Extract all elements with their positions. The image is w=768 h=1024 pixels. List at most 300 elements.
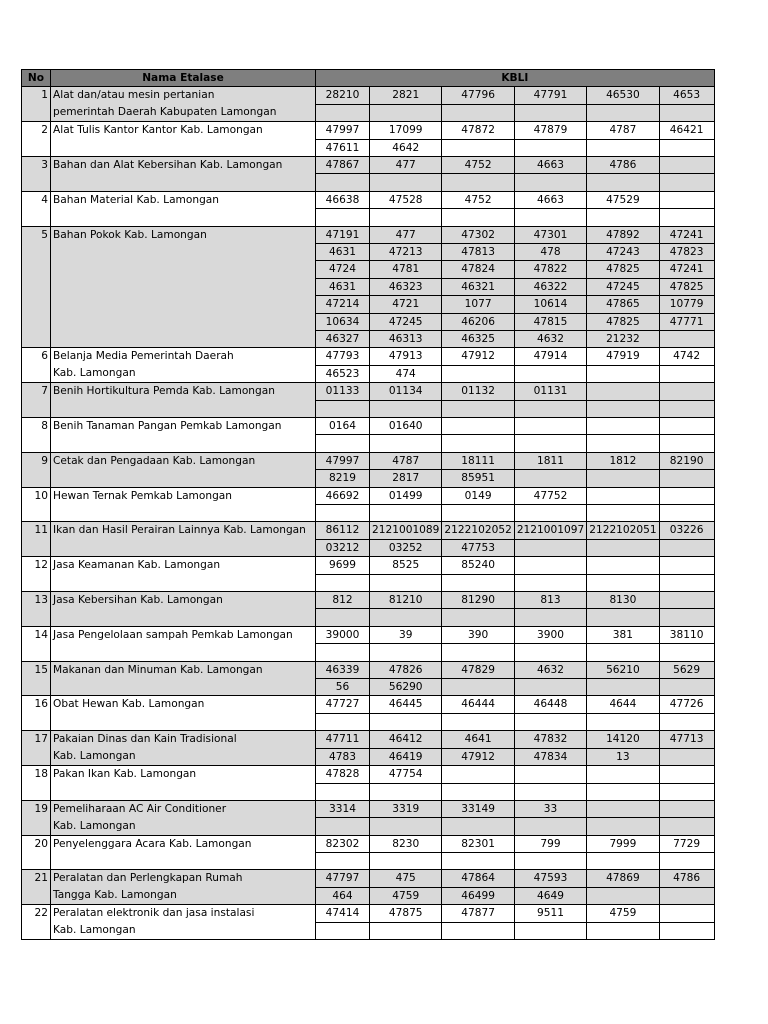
kbli-cell bbox=[659, 435, 714, 452]
kbli-cell bbox=[659, 905, 714, 922]
kbli-cell: 86112 bbox=[316, 522, 370, 539]
kbli-cell bbox=[514, 139, 586, 156]
kbli-cell bbox=[659, 609, 714, 626]
kbli-cell: 47302 bbox=[442, 226, 514, 243]
kbli-cell: 46313 bbox=[370, 331, 442, 348]
kbli-cell bbox=[659, 487, 714, 504]
nama-etalase-cell: Peralatan dan Perlengkapan Rumah bbox=[51, 870, 316, 887]
table-row bbox=[22, 557, 715, 574]
kbli-cell bbox=[587, 853, 659, 870]
kbli-cell bbox=[659, 713, 714, 730]
header-kbli: KBLI bbox=[316, 70, 715, 87]
kbli-cell bbox=[442, 644, 514, 661]
kbli-cell bbox=[659, 644, 714, 661]
table-row bbox=[22, 748, 715, 765]
kbli-cell bbox=[442, 679, 514, 696]
kbli-cell: 46322 bbox=[514, 278, 586, 295]
row-number: 6 bbox=[22, 348, 51, 365]
table-row bbox=[22, 174, 715, 191]
kbli-cell bbox=[514, 609, 586, 626]
row-number: 7 bbox=[22, 383, 51, 400]
kbli-cell bbox=[659, 800, 714, 817]
kbli-cell: 2122102051 bbox=[587, 522, 659, 539]
kbli-cell: 464 bbox=[316, 887, 370, 904]
kbli-cell: 4759 bbox=[587, 905, 659, 922]
table-row bbox=[22, 713, 715, 730]
kbli-cell bbox=[659, 365, 714, 382]
kbli-cell: 47823 bbox=[659, 244, 714, 261]
nama-etalase-cell: Hewan Ternak Pemkab Lamongan bbox=[51, 487, 316, 504]
row-number bbox=[22, 922, 51, 939]
kbli-cell bbox=[370, 435, 442, 452]
kbli-cell bbox=[587, 574, 659, 591]
kbli-cell bbox=[659, 400, 714, 417]
kbli-cell: 85951 bbox=[442, 470, 514, 487]
table-row bbox=[22, 452, 715, 469]
kbli-cell bbox=[587, 435, 659, 452]
kbli-cell bbox=[316, 104, 370, 121]
kbli-cell bbox=[514, 418, 586, 435]
kbli-cell: 2122102052 bbox=[442, 522, 514, 539]
kbli-cell: 4786 bbox=[587, 157, 659, 174]
nama-etalase-cell bbox=[51, 505, 316, 522]
kbli-cell: 47832 bbox=[514, 731, 586, 748]
nama-etalase-cell bbox=[51, 261, 316, 278]
kbli-cell: 4742 bbox=[659, 348, 714, 365]
kbli-cell: 46206 bbox=[442, 313, 514, 330]
row-number bbox=[22, 209, 51, 226]
kbli-cell: 46323 bbox=[370, 278, 442, 295]
kbli-cell bbox=[370, 400, 442, 417]
kbli-cell: 47912 bbox=[442, 748, 514, 765]
nama-etalase-cell: Jasa Kebersihan Kab. Lamongan bbox=[51, 592, 316, 609]
kbli-cell bbox=[442, 505, 514, 522]
kbli-cell: 47191 bbox=[316, 226, 370, 243]
row-number: 18 bbox=[22, 766, 51, 783]
kbli-cell: 46445 bbox=[370, 696, 442, 713]
nama-etalase-cell: Kab. Lamongan bbox=[51, 922, 316, 939]
nama-etalase-cell bbox=[51, 139, 316, 156]
kbli-cell bbox=[370, 574, 442, 591]
kbli-cell bbox=[316, 713, 370, 730]
nama-etalase-cell: Obat Hewan Kab. Lamongan bbox=[51, 696, 316, 713]
kbli-cell bbox=[514, 209, 586, 226]
table-body bbox=[22, 87, 715, 940]
header-row bbox=[22, 70, 715, 87]
kbli-cell: 47913 bbox=[370, 348, 442, 365]
nama-etalase-cell: Alat Tulis Kantor Kantor Kab. Lamongan bbox=[51, 122, 316, 139]
kbli-cell: 4752 bbox=[442, 157, 514, 174]
kbli-cell: 47214 bbox=[316, 296, 370, 313]
kbli-cell: 46448 bbox=[514, 696, 586, 713]
kbli-cell: 47796 bbox=[442, 87, 514, 104]
kbli-cell bbox=[587, 609, 659, 626]
row-number: 22 bbox=[22, 905, 51, 922]
kbli-cell bbox=[587, 818, 659, 835]
kbli-cell: 47824 bbox=[442, 261, 514, 278]
table-row bbox=[22, 835, 715, 852]
kbli-cell bbox=[659, 592, 714, 609]
kbli-cell: 01134 bbox=[370, 383, 442, 400]
kbli-cell: 47825 bbox=[659, 278, 714, 295]
row-number bbox=[22, 278, 51, 295]
kbli-cell: 4663 bbox=[514, 157, 586, 174]
kbli-cell bbox=[514, 470, 586, 487]
kbli-cell: 38110 bbox=[659, 626, 714, 643]
table-row bbox=[22, 244, 715, 261]
kbli-cell bbox=[587, 418, 659, 435]
kbli-cell bbox=[514, 104, 586, 121]
kbli-cell bbox=[659, 922, 714, 939]
nama-etalase-cell bbox=[51, 574, 316, 591]
kbli-cell: 474 bbox=[370, 365, 442, 382]
kbli-cell: 03212 bbox=[316, 539, 370, 556]
row-number bbox=[22, 679, 51, 696]
kbli-cell: 4787 bbox=[370, 452, 442, 469]
row-number bbox=[22, 574, 51, 591]
kbli-cell: 4786 bbox=[659, 870, 714, 887]
kbli-cell: 8230 bbox=[370, 835, 442, 852]
row-number bbox=[22, 505, 51, 522]
kbli-cell: 33149 bbox=[442, 800, 514, 817]
kbli-cell bbox=[442, 818, 514, 835]
nama-etalase-cell bbox=[51, 209, 316, 226]
kbli-cell bbox=[659, 191, 714, 208]
row-number bbox=[22, 644, 51, 661]
row-number: 13 bbox=[22, 592, 51, 609]
table-row bbox=[22, 209, 715, 226]
kbli-cell: 46638 bbox=[316, 191, 370, 208]
kbli-cell bbox=[659, 470, 714, 487]
table-row bbox=[22, 800, 715, 817]
row-number: 16 bbox=[22, 696, 51, 713]
kbli-cell bbox=[587, 713, 659, 730]
row-number bbox=[22, 365, 51, 382]
kbli-cell: 47872 bbox=[442, 122, 514, 139]
kbli-cell: 01499 bbox=[370, 487, 442, 504]
kbli-cell: 5629 bbox=[659, 661, 714, 678]
table-row bbox=[22, 870, 715, 887]
kbli-cell bbox=[659, 209, 714, 226]
kbli-cell bbox=[514, 539, 586, 556]
kbli-cell: 1077 bbox=[442, 296, 514, 313]
kbli-cell bbox=[370, 853, 442, 870]
kbli-cell: 18111 bbox=[442, 452, 514, 469]
nama-etalase-cell: Benih Hortikultura Pemda Kab. Lamongan bbox=[51, 383, 316, 400]
kbli-cell bbox=[370, 209, 442, 226]
kbli-cell: 46419 bbox=[370, 748, 442, 765]
kbli-cell: 47829 bbox=[442, 661, 514, 678]
kbli-cell: 47825 bbox=[587, 313, 659, 330]
kbli-cell bbox=[442, 139, 514, 156]
kbli-cell: 4649 bbox=[514, 887, 586, 904]
kbli-cell: 813 bbox=[514, 592, 586, 609]
kbli-cell: 47611 bbox=[316, 139, 370, 156]
nama-etalase-cell bbox=[51, 244, 316, 261]
kbli-cell: 8525 bbox=[370, 557, 442, 574]
kbli-cell bbox=[316, 400, 370, 417]
kbli-cell bbox=[316, 505, 370, 522]
kbli-cell bbox=[659, 574, 714, 591]
kbli-cell: 47865 bbox=[587, 296, 659, 313]
kbli-cell: 7729 bbox=[659, 835, 714, 852]
kbli-cell: 10614 bbox=[514, 296, 586, 313]
table-row bbox=[22, 818, 715, 835]
kbli-cell: 47912 bbox=[442, 348, 514, 365]
row-number bbox=[22, 331, 51, 348]
nama-etalase-cell bbox=[51, 783, 316, 800]
kbli-cell: 475 bbox=[370, 870, 442, 887]
kbli-cell: 56290 bbox=[370, 679, 442, 696]
kbli-cell: 47726 bbox=[659, 696, 714, 713]
kbli-cell: 390 bbox=[442, 626, 514, 643]
kbli-cell bbox=[659, 557, 714, 574]
kbli-cell: 8130 bbox=[587, 592, 659, 609]
kbli-cell: 4641 bbox=[442, 731, 514, 748]
kbli-cell bbox=[316, 574, 370, 591]
kbli-cell: 47241 bbox=[659, 226, 714, 243]
kbli-cell: 46530 bbox=[587, 87, 659, 104]
table-row bbox=[22, 226, 715, 243]
kbli-cell bbox=[316, 818, 370, 835]
nama-etalase-cell: Belanja Media Pemerintah Daerah bbox=[51, 348, 316, 365]
row-number bbox=[22, 104, 51, 121]
table-row bbox=[22, 400, 715, 417]
kbli-cell bbox=[442, 209, 514, 226]
kbli-cell: 46321 bbox=[442, 278, 514, 295]
kbli-cell: 46692 bbox=[316, 487, 370, 504]
kbli-cell: 47243 bbox=[587, 244, 659, 261]
kbli-cell: 2121001089 bbox=[370, 522, 442, 539]
row-number: 5 bbox=[22, 226, 51, 243]
table-row bbox=[22, 383, 715, 400]
nama-etalase-cell: Makanan dan Minuman Kab. Lamongan bbox=[51, 661, 316, 678]
kbli-cell bbox=[514, 644, 586, 661]
kbli-cell bbox=[370, 104, 442, 121]
kbli-cell bbox=[587, 104, 659, 121]
kbli-cell bbox=[442, 713, 514, 730]
kbli-cell: 10779 bbox=[659, 296, 714, 313]
table-row bbox=[22, 922, 715, 939]
kbli-cell: 47825 bbox=[587, 261, 659, 278]
nama-etalase-cell: Cetak dan Pengadaan Kab. Lamongan bbox=[51, 452, 316, 469]
table-row bbox=[22, 609, 715, 626]
kbli-cell: 8219 bbox=[316, 470, 370, 487]
kbli-cell bbox=[587, 365, 659, 382]
kbli-cell: 1812 bbox=[587, 452, 659, 469]
kbli-cell bbox=[514, 853, 586, 870]
kbli-cell: 47879 bbox=[514, 122, 586, 139]
row-number: 11 bbox=[22, 522, 51, 539]
kbli-cell: 381 bbox=[587, 626, 659, 643]
kbli-cell: 47213 bbox=[370, 244, 442, 261]
nama-etalase-cell bbox=[51, 435, 316, 452]
row-number bbox=[22, 296, 51, 313]
table-row bbox=[22, 853, 715, 870]
row-number: 10 bbox=[22, 487, 51, 504]
kbli-cell bbox=[659, 853, 714, 870]
kbli-cell bbox=[370, 783, 442, 800]
kbli-cell bbox=[587, 887, 659, 904]
kbli-cell bbox=[587, 139, 659, 156]
table-row bbox=[22, 157, 715, 174]
kbli-cell bbox=[659, 887, 714, 904]
row-number bbox=[22, 853, 51, 870]
table-row bbox=[22, 783, 715, 800]
kbli-cell: 47826 bbox=[370, 661, 442, 678]
row-number bbox=[22, 244, 51, 261]
row-number: 3 bbox=[22, 157, 51, 174]
kbli-cell: 47713 bbox=[659, 731, 714, 748]
header-no: No bbox=[22, 70, 51, 87]
kbli-cell: 47813 bbox=[442, 244, 514, 261]
nama-etalase-cell: Benih Tanaman Pangan Pemkab Lamongan bbox=[51, 418, 316, 435]
kbli-cell: 4724 bbox=[316, 261, 370, 278]
kbli-cell: 9511 bbox=[514, 905, 586, 922]
kbli-cell: 47997 bbox=[316, 452, 370, 469]
table-row bbox=[22, 539, 715, 556]
table-row bbox=[22, 435, 715, 452]
kbli-cell: 2817 bbox=[370, 470, 442, 487]
kbli-cell: 47869 bbox=[587, 870, 659, 887]
kbli-cell bbox=[442, 766, 514, 783]
kbli-cell: 47822 bbox=[514, 261, 586, 278]
row-number: 20 bbox=[22, 835, 51, 852]
row-number: 9 bbox=[22, 452, 51, 469]
kbli-cell: 13 bbox=[587, 748, 659, 765]
kbli-cell: 2121001097 bbox=[514, 522, 586, 539]
row-number: 21 bbox=[22, 870, 51, 887]
kbli-cell bbox=[659, 818, 714, 835]
kbli-cell bbox=[316, 783, 370, 800]
kbli-cell bbox=[370, 505, 442, 522]
kbli-cell: 39000 bbox=[316, 626, 370, 643]
kbli-cell bbox=[514, 818, 586, 835]
kbli-cell bbox=[587, 679, 659, 696]
nama-etalase-cell: Kab. Lamongan bbox=[51, 365, 316, 382]
kbli-cell bbox=[442, 574, 514, 591]
kbli-cell bbox=[659, 104, 714, 121]
table-row bbox=[22, 191, 715, 208]
kbli-cell: 03252 bbox=[370, 539, 442, 556]
kbli-cell: 4632 bbox=[514, 331, 586, 348]
table-row bbox=[22, 487, 715, 504]
kbli-cell bbox=[659, 783, 714, 800]
kbli-cell: 47528 bbox=[370, 191, 442, 208]
table-row bbox=[22, 139, 715, 156]
table-row bbox=[22, 313, 715, 330]
kbli-cell bbox=[370, 818, 442, 835]
kbli-cell bbox=[587, 800, 659, 817]
kbli-cell bbox=[514, 574, 586, 591]
kbli-cell bbox=[370, 174, 442, 191]
kbli-cell: 47919 bbox=[587, 348, 659, 365]
kbli-cell bbox=[659, 679, 714, 696]
kbli-cell bbox=[316, 922, 370, 939]
row-number bbox=[22, 748, 51, 765]
kbli-cell bbox=[659, 505, 714, 522]
kbli-cell: 47828 bbox=[316, 766, 370, 783]
kbli-cell: 47864 bbox=[442, 870, 514, 887]
nama-etalase-cell: Pakan Ikan Kab. Lamongan bbox=[51, 766, 316, 783]
kbli-cell bbox=[659, 418, 714, 435]
kbli-cell bbox=[587, 922, 659, 939]
kbli-cell bbox=[442, 922, 514, 939]
row-number: 12 bbox=[22, 557, 51, 574]
table-row bbox=[22, 626, 715, 643]
kbli-cell: 4644 bbox=[587, 696, 659, 713]
table-row bbox=[22, 505, 715, 522]
kbli-cell bbox=[316, 644, 370, 661]
table-row bbox=[22, 696, 715, 713]
kbli-cell bbox=[442, 174, 514, 191]
kbli-cell bbox=[316, 853, 370, 870]
kbli-cell bbox=[659, 766, 714, 783]
kbli-cell: 1811 bbox=[514, 452, 586, 469]
kbli-cell bbox=[370, 644, 442, 661]
kbli-cell: 47997 bbox=[316, 122, 370, 139]
kbli-cell: 46327 bbox=[316, 331, 370, 348]
kbli-cell bbox=[316, 174, 370, 191]
table-row bbox=[22, 278, 715, 295]
row-number bbox=[22, 470, 51, 487]
row-number: 17 bbox=[22, 731, 51, 748]
kbli-cell: 47245 bbox=[370, 313, 442, 330]
kbli-cell: 46412 bbox=[370, 731, 442, 748]
kbli-cell: 01131 bbox=[514, 383, 586, 400]
kbli-cell: 46444 bbox=[442, 696, 514, 713]
kbli-cell: 7999 bbox=[587, 835, 659, 852]
kbli-cell: 3900 bbox=[514, 626, 586, 643]
kbli-cell bbox=[659, 174, 714, 191]
table-row bbox=[22, 679, 715, 696]
etalase-kbli-table bbox=[21, 69, 715, 940]
table-row bbox=[22, 87, 715, 104]
nama-etalase-cell: Ikan dan Hasil Perairan Lainnya Kab. Lamongan bbox=[51, 522, 316, 539]
kbli-cell: 47867 bbox=[316, 157, 370, 174]
kbli-cell: 4632 bbox=[514, 661, 586, 678]
kbli-cell bbox=[514, 505, 586, 522]
kbli-cell bbox=[587, 766, 659, 783]
kbli-cell bbox=[370, 922, 442, 939]
kbli-cell: 4752 bbox=[442, 191, 514, 208]
nama-etalase-cell: Penyelenggara Acara Kab. Lamongan bbox=[51, 835, 316, 852]
kbli-cell: 33 bbox=[514, 800, 586, 817]
nama-etalase-cell bbox=[51, 331, 316, 348]
kbli-cell: 0149 bbox=[442, 487, 514, 504]
kbli-cell bbox=[514, 557, 586, 574]
kbli-cell: 46499 bbox=[442, 887, 514, 904]
kbli-cell bbox=[659, 139, 714, 156]
kbli-cell: 82302 bbox=[316, 835, 370, 852]
kbli-cell: 47753 bbox=[442, 539, 514, 556]
kbli-cell bbox=[442, 365, 514, 382]
kbli-cell: 46339 bbox=[316, 661, 370, 678]
kbli-cell: 56210 bbox=[587, 661, 659, 678]
header-nama-etalase: Nama Etalase bbox=[51, 70, 316, 87]
row-number bbox=[22, 435, 51, 452]
row-number bbox=[22, 783, 51, 800]
nama-etalase-cell bbox=[51, 539, 316, 556]
kbli-cell: 81290 bbox=[442, 592, 514, 609]
kbli-cell: 4642 bbox=[370, 139, 442, 156]
kbli-cell bbox=[659, 383, 714, 400]
nama-etalase-cell bbox=[51, 174, 316, 191]
table-row bbox=[22, 905, 715, 922]
row-number bbox=[22, 539, 51, 556]
kbli-cell bbox=[587, 557, 659, 574]
kbli-cell: 799 bbox=[514, 835, 586, 852]
